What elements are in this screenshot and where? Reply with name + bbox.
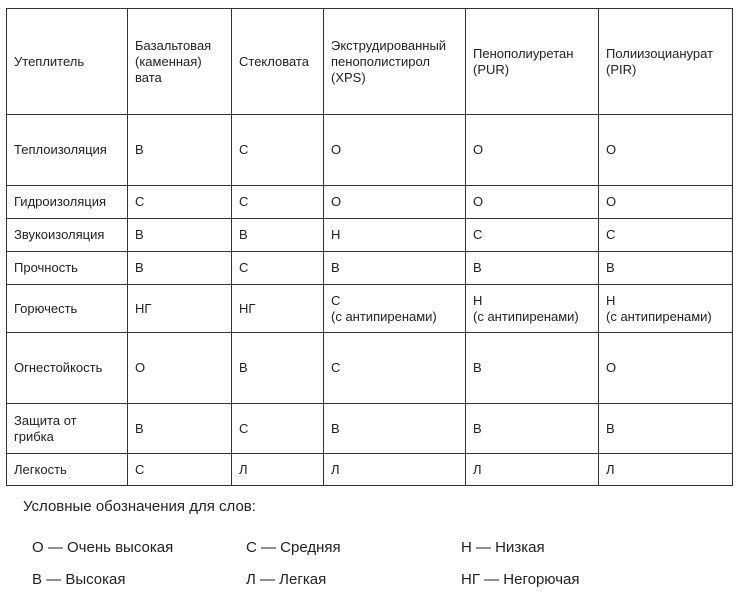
table-cell: С (128, 186, 232, 219)
table-cell: С (с антипиренами) (324, 285, 466, 333)
table-cell: О (466, 115, 599, 186)
table-cell: НГ (128, 285, 232, 333)
table-cell: С (232, 252, 324, 285)
table-cell: В (232, 333, 324, 404)
table-cell: С (128, 454, 232, 486)
row-label: Звукоизоляция (7, 219, 128, 252)
table-cell: Л (232, 454, 324, 486)
table-cell: Л (324, 454, 466, 486)
table-cell: В (232, 219, 324, 252)
table-cell: В (128, 219, 232, 252)
legend-item: Н — Низкая (461, 539, 545, 556)
table-cell: В (324, 404, 466, 454)
table-row (7, 454, 733, 486)
legend-item: Л — Легкая (246, 571, 327, 588)
table-cell: С (232, 404, 324, 454)
row-label: Теплоизоляция (7, 115, 128, 186)
table-cell: О (599, 333, 733, 404)
legend-item: НГ — Негорючая (461, 571, 580, 588)
table-row (7, 115, 733, 186)
table-cell: С (599, 219, 733, 252)
table-cell: О (324, 115, 466, 186)
table-cell: Н (с антипиренами) (599, 285, 733, 333)
header-cell: Стекловата (232, 9, 324, 115)
table-row (7, 285, 733, 333)
legend-title: Условные обозначения для слов: (23, 498, 256, 515)
table-cell: О (599, 115, 733, 186)
row-label: Легкость (7, 454, 128, 486)
table-cell: Н (324, 219, 466, 252)
table-cell: О (466, 186, 599, 219)
table-row (7, 186, 733, 219)
header-cell: Базальтовая (каменная) вата (128, 9, 232, 115)
row-label: Горючесть (7, 285, 128, 333)
table-cell: Л (599, 454, 733, 486)
header-cell: Полиизоцианурат (PIR) (599, 9, 733, 115)
table-cell: Н (с антипиренами) (466, 285, 599, 333)
table-cell: С (232, 115, 324, 186)
header-cell: Пенополиуретан (PUR) (466, 9, 599, 115)
table-cell: В (128, 404, 232, 454)
table-cell: С (466, 219, 599, 252)
row-label: Огнестойкость (7, 333, 128, 404)
row-label: Прочность (7, 252, 128, 285)
header-cell: Экструдированный пенополистирол (XPS) (324, 9, 466, 115)
header-cell: Утеплитель (7, 9, 128, 115)
table-cell: О (128, 333, 232, 404)
table-cell: В (324, 252, 466, 285)
table-cell: В (599, 404, 733, 454)
legend-item: С — Средняя (246, 539, 341, 556)
table-row (7, 219, 733, 252)
table-row (7, 404, 733, 454)
table-cell: В (466, 404, 599, 454)
comparison-table (6, 8, 733, 486)
legend-item: В — Высокая (32, 571, 126, 588)
table-cell: С (324, 333, 466, 404)
table-cell: О (324, 186, 466, 219)
table-cell: В (128, 252, 232, 285)
table-cell: В (466, 252, 599, 285)
table-cell: НГ (232, 285, 324, 333)
table-row (7, 333, 733, 404)
table-cell: О (599, 186, 733, 219)
table-header-row (7, 9, 733, 115)
table-cell: В (128, 115, 232, 186)
row-label: Защита от грибка (7, 404, 128, 454)
table-cell: В (466, 333, 599, 404)
table-row (7, 252, 733, 285)
table-cell: В (599, 252, 733, 285)
legend-item: О — Очень высокая (32, 539, 174, 556)
row-label: Гидроизоляция (7, 186, 128, 219)
table-cell: С (232, 186, 324, 219)
table-cell: Л (466, 454, 599, 486)
